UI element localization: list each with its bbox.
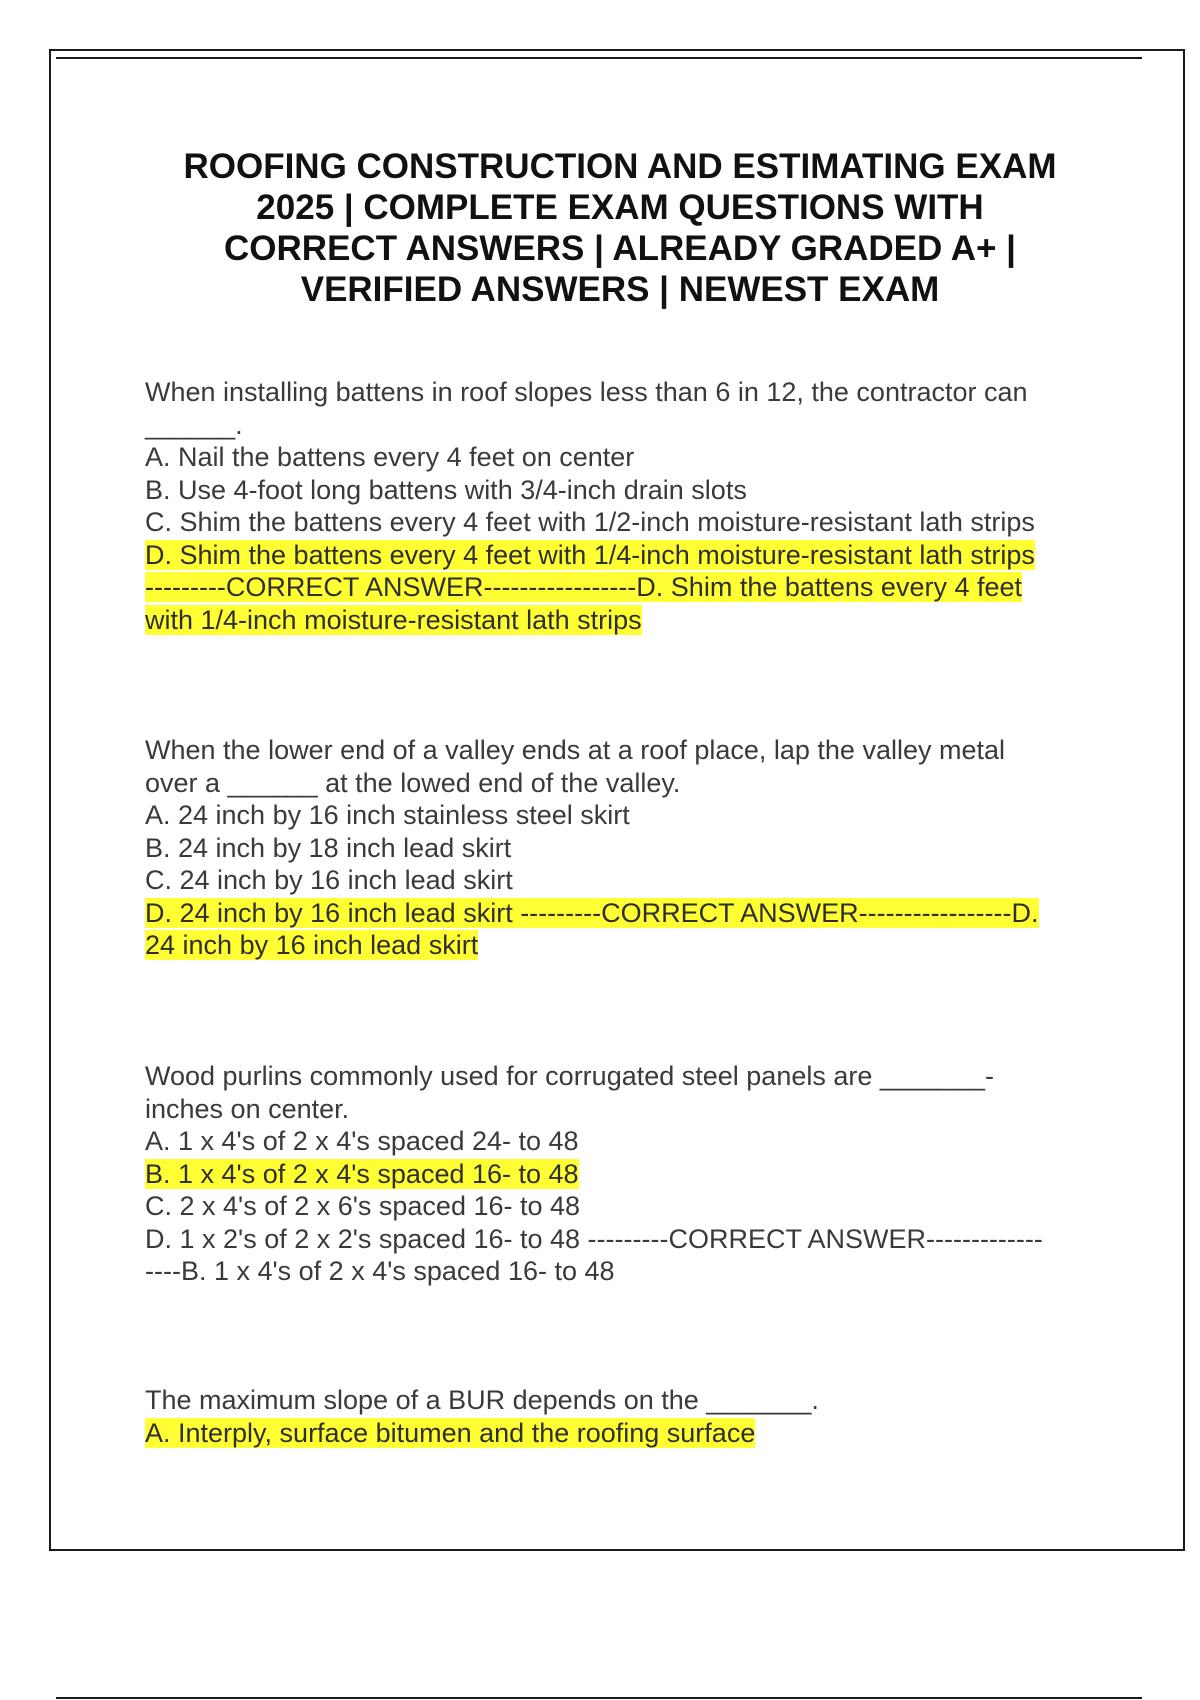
title-line: CORRECT ANSWERS | ALREADY GRADED A+ | (224, 229, 1016, 268)
question-stem: When the lower end of a valley ends at a roof place, lap the valley metal (145, 735, 1005, 765)
option-a-highlighted: A. Interply, surface bitumen and the roofing surface (145, 1417, 756, 1448)
question-1 (145, 376, 1085, 636)
option-c: C. 2 x 4's of 2 x 6's spaced 16- to 48 (145, 1191, 581, 1221)
option-b: B. Use 4-foot long battens with 3/4-inch drain slots (145, 474, 747, 505)
correct-answer: 24 inch by 16 inch lead skirt (145, 930, 479, 960)
top-rule (56, 57, 1142, 59)
question-stem: ______. (145, 409, 243, 440)
option-c: C. Shim the battens every 4 feet with 1/2-inch moisture-resistant lath strips (145, 507, 1035, 537)
correct-answer: with 1/4-inch moisture-resistant lath strips (145, 604, 642, 635)
question-stem: When installing battens in roof slopes less than 6 in 12, the contractor can (145, 377, 1028, 407)
title-line: 2025 | COMPLETE EXAM QUESTIONS WITH (256, 188, 984, 227)
option-d-correct-answer: D. 1 x 2's of 2 x 2's spaced 16- to 48 ---------CORRECT ANSWER------------- (145, 1223, 1043, 1254)
option-d-highlighted: D. Shim the battens every 4 feet with 1/4-inch moisture-resistant lath strips (145, 539, 1035, 570)
document-title (130, 146, 1110, 310)
option-c: C. 24 inch by 16 inch lead skirt (145, 865, 513, 895)
option-d-correct-answer: D. 24 inch by 16 inch lead skirt ---------CORRECT ANSWER-----------------D. (145, 897, 1039, 928)
correct-answer: ---------CORRECT ANSWER-----------------D. Shim the battens every 4 feet (145, 572, 1022, 602)
question-3 (145, 1060, 1085, 1288)
option-b: B. 24 inch by 18 inch lead skirt (145, 832, 512, 863)
bottom-rule (56, 1697, 1142, 1699)
question-stem: inches on center. (145, 1093, 350, 1124)
option-a: A. 24 inch by 16 inch stainless steel skirt (145, 800, 630, 830)
option-a: A. 1 x 4's of 2 x 4's spaced 24- to 48 (145, 1126, 579, 1156)
correct-answer: ----B. 1 x 4's of 2 x 4's spaced 16- to 48 (145, 1256, 615, 1286)
question-4 (145, 1384, 1085, 1449)
option-a: A. Nail the battens every 4 feet on center (145, 442, 635, 472)
title-line: ROOFING CONSTRUCTION AND ESTIMATING EXAM (183, 147, 1057, 186)
question-stem: over a ______ at the lowed end of the valley. (145, 767, 681, 798)
option-b-highlighted: B. 1 x 4's of 2 x 4's spaced 16- to 48 (145, 1158, 579, 1189)
title-line: VERIFIED ANSWERS | NEWEST EXAM (300, 270, 940, 309)
question-stem: Wood purlins commonly used for corrugated steel panels are _______- (145, 1061, 994, 1091)
question-stem: The maximum slope of a BUR depends on the _______. (145, 1385, 819, 1415)
question-2 (145, 734, 1085, 962)
